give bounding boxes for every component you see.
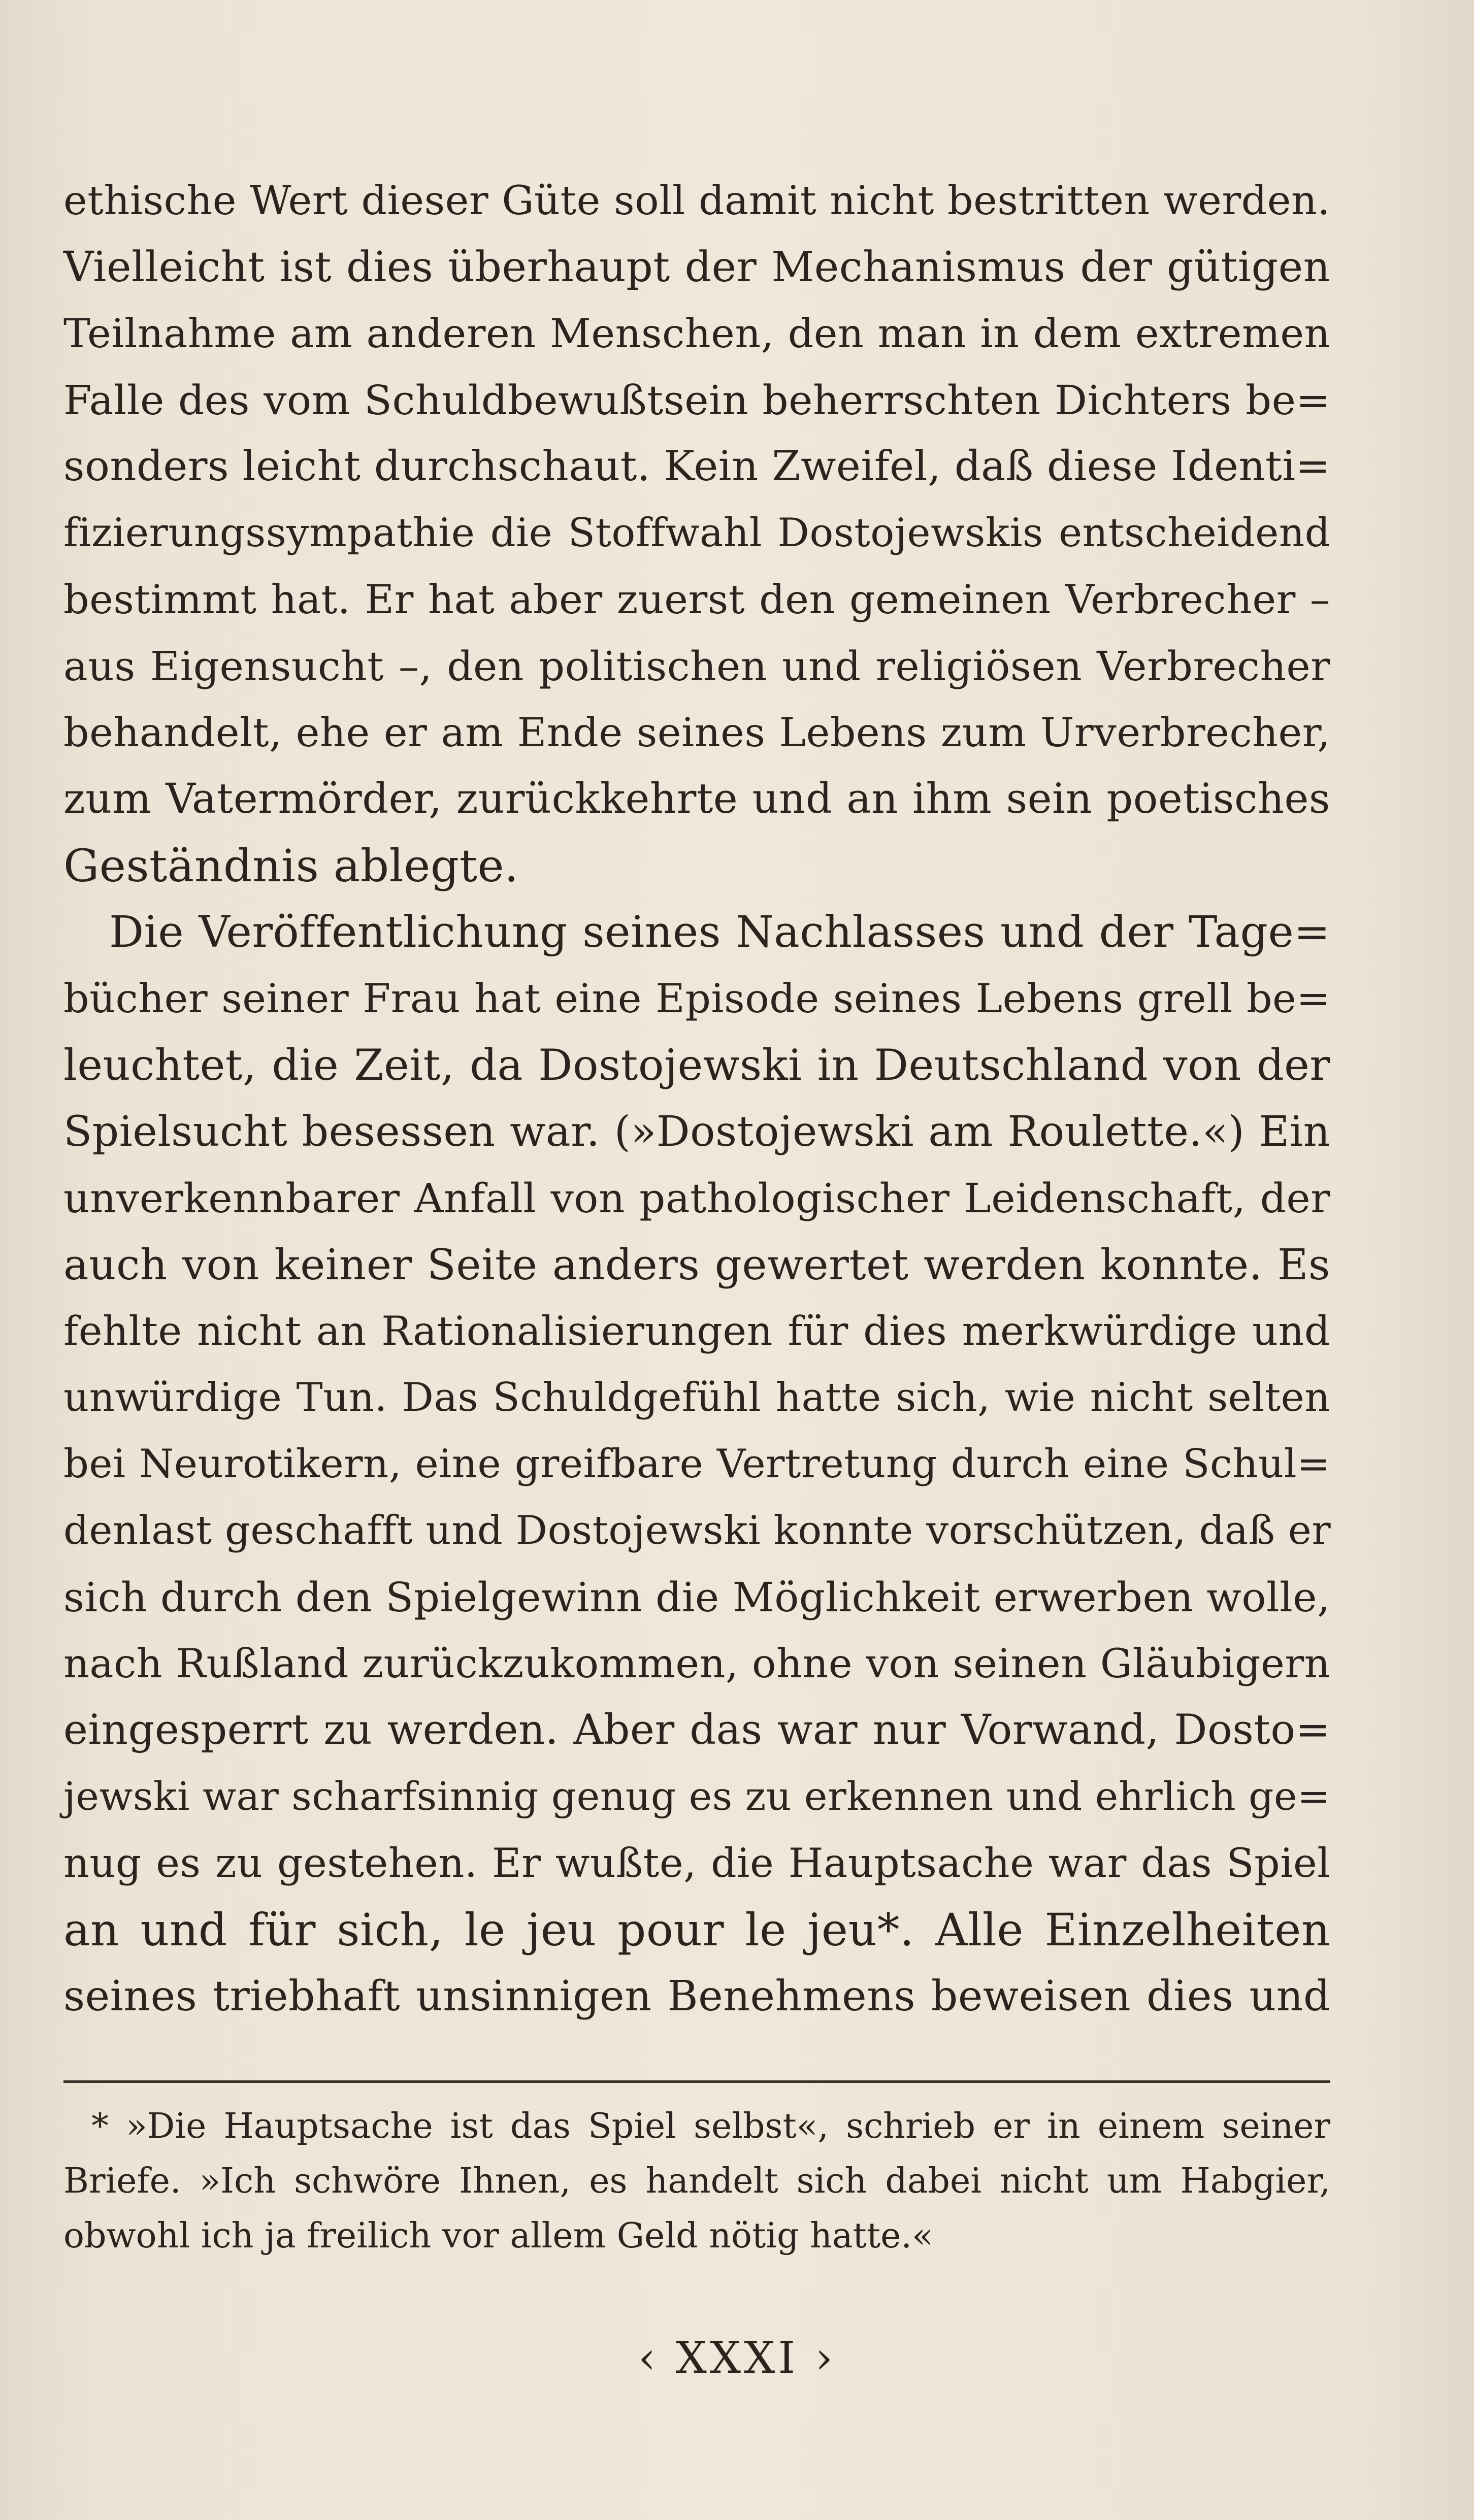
body-line: fehlte nicht an Rationalisierungen für dies merkwürdige und — [63, 1308, 1330, 1354]
body-line: denlast geschafft und Dostojewski konnte vorschützen, daß er — [63, 1508, 1331, 1553]
page-number: ‹ XXXI › — [638, 2333, 836, 2383]
body-line: unverkennbarer Anfall von pathologischer Leidenschaft, der — [63, 1175, 1330, 1222]
body-line: auch von keiner Seite anders gewertet werden konnte. Es — [63, 1240, 1330, 1289]
body-line: ethische Wert dieser Güte soll damit nicht bestritten werden. — [63, 177, 1330, 224]
body-line: fizierungssympathie die Stoffwahl Dostojewskis entscheidend — [63, 510, 1330, 556]
body-line: Geständnis ablegte. — [63, 840, 519, 892]
body-line: Teilnahme am anderen Menschen, den man in dem extremen — [63, 310, 1330, 357]
footnote-line: Briefe. »Ich schwöre Ihnen, es handelt sich dabei nicht um Habgier, — [63, 2161, 1330, 2201]
body-line: seines triebhaft unsinnigen Benehmens beweisen dies und — [63, 1972, 1330, 2020]
body-line: zum Vatermörder, zurückkehrte und an ihm sein poetisches — [63, 775, 1330, 823]
body-line: sonders leicht durchschaut. Kein Zweifel, daß diese Identi= — [63, 443, 1330, 490]
body-line: unwürdige Tun. Das Schuldgefühl hatte sich, wie nicht selten — [63, 1375, 1330, 1420]
body-line: bücher seiner Frau hat eine Episode seines Lebens grell be= — [63, 975, 1330, 1022]
body-line: aus Eigensucht –, den politischen und religiösen Verbrecher — [63, 643, 1330, 690]
body-line: an und für sich, le jeu pour le jeu*. Alle Einzelheiten — [63, 1904, 1330, 1956]
body-line: behandelt, ehe er am Ende seines Lebens zum Urverbrecher, — [63, 709, 1330, 756]
footnote — [63, 2099, 1330, 2264]
body-line: Vielleicht ist dies überhaupt der Mechanismus der gütigen — [63, 243, 1330, 291]
footnote-divider — [63, 2080, 1330, 2083]
body-line: nach Rußland zurückzukommen, ohne von seinen Gläubigern — [63, 1640, 1330, 1687]
body-line: Spielsucht besessen war. (»Dostojewski am Roulette.«) Ein — [63, 1108, 1330, 1156]
body-line: leuchtet, die Zeit, da Dostojewski in Deutschland von der — [63, 1040, 1330, 1090]
body-text — [63, 168, 1330, 2030]
body-line: nug es zu gestehen. Er wußte, die Hauptsache war das Spiel — [63, 1840, 1330, 1886]
body-line: Falle des vom Schuldbewußtsein beherrschten Dichters be= — [63, 377, 1330, 424]
footnote-line: * »Die Hauptsache ist das Spiel selbst«, schrieb er in einem seiner — [91, 2106, 1330, 2146]
body-line: bei Neurotikern, eine greifbare Vertretung durch eine Schul= — [63, 1441, 1330, 1487]
footnote-line: obwohl ich ja freilich vor allem Geld nötig hatte.« — [63, 2216, 933, 2256]
body-line: bestimmt hat. Er hat aber zuerst den gemeinen Verbrecher – — [63, 576, 1330, 623]
body-line: eingesperrt zu werden. Aber das war nur Vorwand, Dosto= — [63, 1706, 1330, 1754]
body-line: sich durch den Spielgewinn die Möglichkeit erwerben wolle, — [63, 1574, 1330, 1621]
body-line: jewski war scharfsinnig genug es zu erkennen und ehrlich ge= — [63, 1774, 1331, 1819]
paragraph-start-line: Die Veröffentlichung seines Nachlasses und der Tage= — [109, 907, 1330, 957]
